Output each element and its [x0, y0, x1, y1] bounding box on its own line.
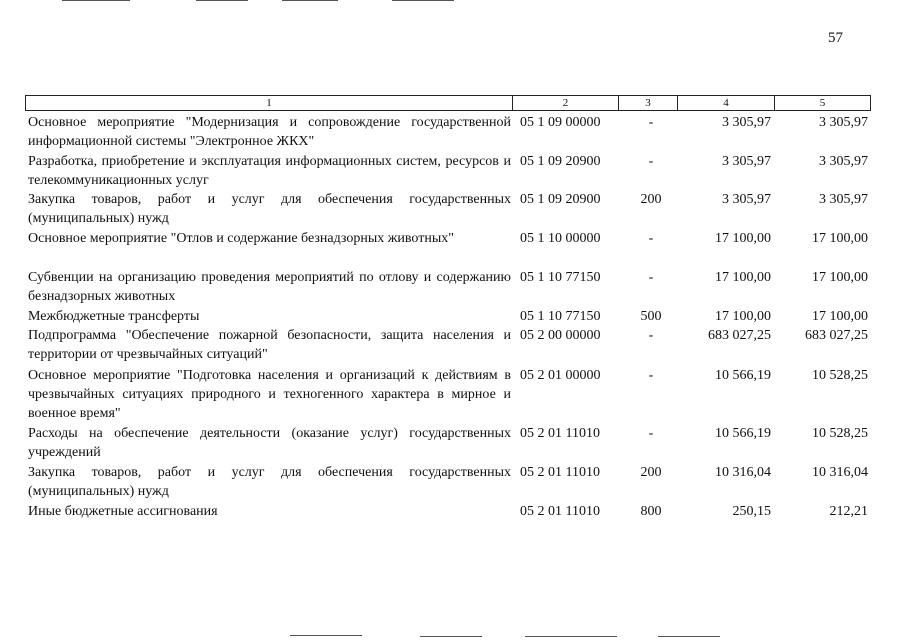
row-expense-type: -	[648, 328, 654, 343]
row-value-col4: 10 316,04	[715, 465, 771, 480]
row-expense-type: -	[648, 270, 654, 285]
row-value-col5: 10 316,04	[812, 465, 868, 480]
row-name: Закупка товаров, работ и услуг для обеспечения государственных (муниципальных) нужд	[28, 465, 511, 499]
header-col-4: 4	[678, 96, 775, 110]
table-header	[25, 95, 871, 111]
row-value-col4: 17 100,00	[715, 231, 771, 246]
row-expense-type: 200	[640, 465, 662, 480]
row-value-col4: 10 566,19	[715, 426, 771, 441]
row-code: 05 2 01 11010	[520, 465, 600, 480]
row-value-col4: 3 305,97	[722, 115, 771, 130]
row-name: Субвенции на организацию проведения мероприятий по отлову и содержанию безнадзорных животных	[28, 270, 511, 304]
row-expense-type: -	[648, 115, 654, 130]
row-value-col4: 3 305,97	[722, 154, 771, 169]
row-expense-type: -	[648, 154, 654, 169]
scan-artifact-line	[290, 635, 362, 636]
row-value-col5: 683 027,25	[805, 328, 868, 343]
row-value-col5: 3 305,97	[819, 154, 868, 169]
row-name: Расходы на обеспечение деятельности (оказание услуг) государственных учреждений	[28, 426, 511, 460]
row-code: 05 2 01 11010	[520, 504, 600, 519]
row-value-col5: 10 528,25	[812, 426, 868, 441]
row-value-col4: 3 305,97	[722, 192, 771, 207]
row-code: 05 1 09 00000	[520, 115, 601, 130]
row-value-col4: 17 100,00	[715, 270, 771, 285]
row-name: Основное мероприятие "Отлов и содержание безнадзорных животных"	[28, 231, 454, 246]
header-col-3: 3	[619, 96, 678, 110]
scan-artifact-line	[282, 0, 338, 1]
row-name: Иные бюджетные ассигнования	[28, 504, 218, 519]
row-value-col4: 683 027,25	[708, 328, 771, 343]
row-name: Межбюджетные трансферты	[28, 309, 200, 324]
row-expense-type: -	[648, 368, 654, 383]
row-name: Основное мероприятие "Подготовка населения и организаций к действиям в чрезвычайных ситуациях природного и техногенного характера в мирное и военное время"	[28, 368, 511, 421]
row-value-col5: 17 100,00	[812, 309, 868, 324]
scan-artifact-line	[196, 0, 248, 1]
header-col-5: 5	[819, 97, 826, 109]
row-code: 05 2 01 00000	[520, 368, 601, 383]
row-value-col4: 250,15	[732, 504, 771, 519]
row-name: Разработка, приобретение и эксплуатация информационных систем, ресурсов и телекоммуникационных услуг	[28, 154, 511, 188]
scan-artifact-line	[392, 0, 454, 1]
row-expense-type: -	[648, 231, 654, 246]
row-code: 05 1 09 20900	[520, 192, 601, 207]
page-number: 57	[828, 30, 843, 46]
row-value-col4: 17 100,00	[715, 309, 771, 324]
row-value-col5: 17 100,00	[812, 231, 868, 246]
row-expense-type: 500	[640, 309, 662, 324]
row-value-col5: 10 528,25	[812, 368, 868, 383]
row-value-col5: 212,21	[829, 504, 868, 519]
row-name: Подпрограмма "Обеспечение пожарной безопасности, защита населения и территории от чрезвычайных ситуаций"	[28, 328, 511, 362]
row-code: 05 1 10 00000	[520, 231, 601, 246]
row-code: 05 1 09 20900	[520, 154, 601, 169]
row-code: 05 1 10 77150	[520, 309, 601, 324]
row-expense-type: 200	[640, 192, 662, 207]
row-expense-type: -	[648, 426, 654, 441]
row-value-col5: 17 100,00	[812, 270, 868, 285]
scan-artifact-line	[420, 636, 482, 637]
scan-artifact-line	[62, 0, 130, 1]
row-value-col5: 3 305,97	[819, 115, 868, 130]
row-expense-type: 800	[640, 504, 662, 519]
row-name: Закупка товаров, работ и услуг для обеспечения государственных (муниципальных) нужд	[28, 192, 511, 226]
header-col-2: 2	[513, 96, 619, 110]
row-name: Основное мероприятие "Модернизация и сопровождение государственной информационной системы "Электронное ЖКХ"	[28, 115, 511, 149]
row-value-col4: 10 566,19	[715, 368, 771, 383]
row-code: 05 2 01 11010	[520, 426, 600, 441]
row-value-col5: 3 305,97	[819, 192, 868, 207]
header-col-1: 1	[26, 96, 513, 110]
scan-artifact-line	[658, 636, 720, 637]
row-code: 05 1 10 77150	[520, 270, 601, 285]
row-code: 05 2 00 00000	[520, 328, 601, 343]
scan-artifact-line	[525, 636, 617, 637]
